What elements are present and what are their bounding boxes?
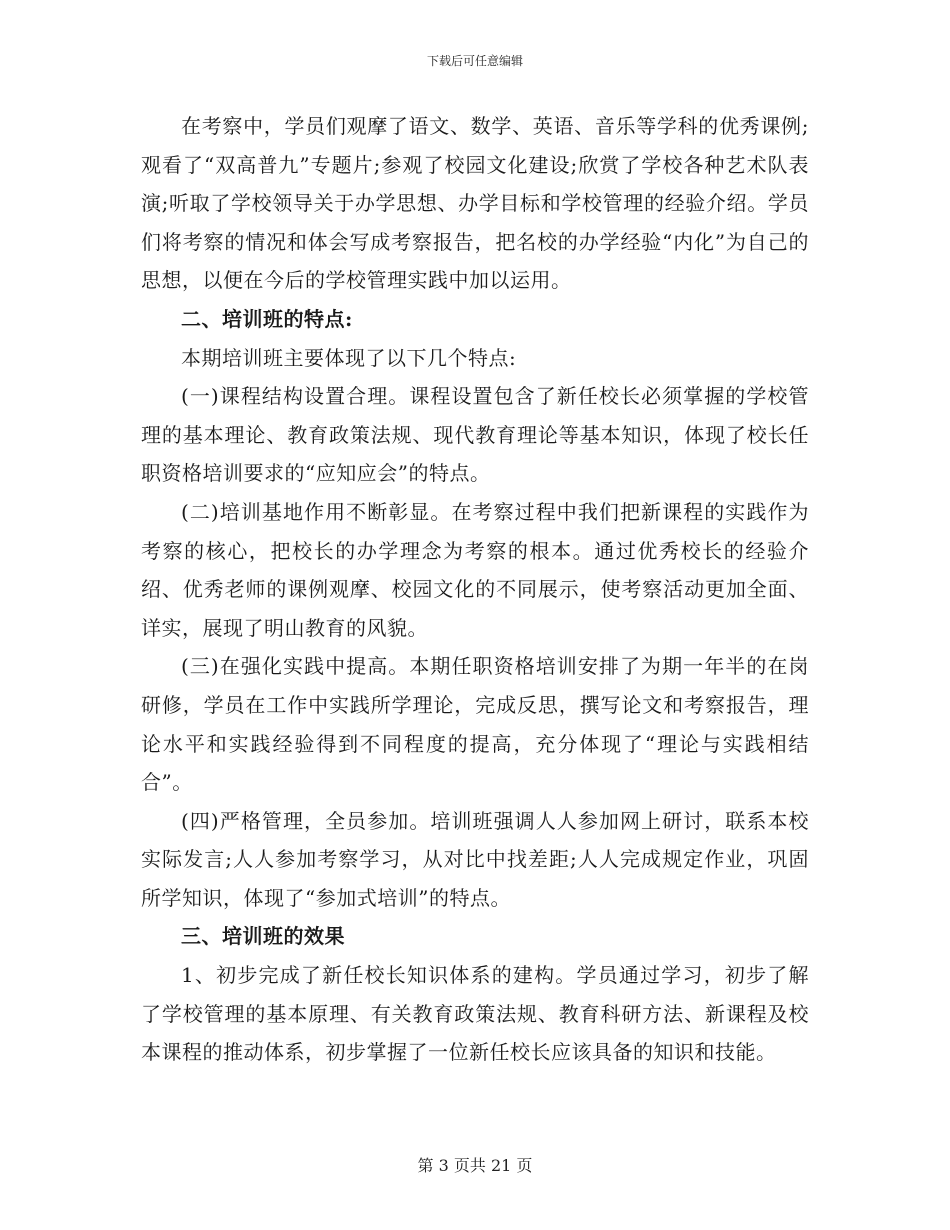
page-header-note: 下载后可任意编辑 xyxy=(426,54,523,68)
section-heading-effects: 三、培训班的效果 xyxy=(181,924,345,949)
paragraph-feature-4: (四)严格管理，全员参加。培训班强调人人参加网上研讨，联系本校实际发言;人人参加考察学习，从对比中找差距;人人完成规定作业，巩固所学知识，体现了“参加式培训”的特点。 xyxy=(141,808,809,910)
paragraph-feature-2: (二)培训基地作用不断彰显。在考察过程中我们把新课程的实践作为考察的核心，把校长的办学理念为考察的根本。通过优秀校长的经验介绍、优秀老师的课例观摩、校园文化的不同展示，使考察活动更加全面、详实，展现了明山教育的风貌。 xyxy=(141,499,809,640)
paragraph-features-intro: 本期培训班主要体现了以下几个特点: xyxy=(181,345,517,370)
paragraph-feature-1: (一)课程结构设置合理。课程设置包含了新任校长必须掌握的学校管理的基本理论、教育政策法规、现代教育理论等基本知识，体现了校长任职资格培训要求的“应知应会”的特点。 xyxy=(141,384,809,486)
paragraph-inspection-activities: 在考察中，学员们观摩了语文、数学、英语、音乐等学科的优秀课例;观看了“双高普九”专题片;参观了校园文化建设;欣赏了学校各种艺术队表演;听取了学校领导关于办学思想、办学目标和学校管理的经验介绍。学员们将考察的情况和体会写成考察报告，把名校的办学经验“内化”为自己的思想，以便在今后的学校管理实践中加以运用。 xyxy=(141,114,809,293)
paragraph-effect-1: 1、初步完成了新任校长知识体系的建构。学员通过学习，初步了解了学校管理的基本原理、有关教育政策法规、教育科研方法、新课程及校本课程的推动体系，初步掌握了一位新任校长应该具备的知识和技能。 xyxy=(141,963,809,1065)
paragraph-feature-3: (三)在强化实践中提高。本期任职资格培训安排了为期一年半的在岗研修，学员在工作中实践所学理论，完成反思，撰写论文和考察报告，理论水平和实践经验得到不同程度的提高，充分体现了“理论与实践相结合”。 xyxy=(141,654,809,795)
page-number-footer: 第 3 页共 21 页 xyxy=(417,1156,533,1175)
document-body xyxy=(141,107,809,1072)
section-heading-features: 二、培训班的特点: xyxy=(181,306,353,331)
